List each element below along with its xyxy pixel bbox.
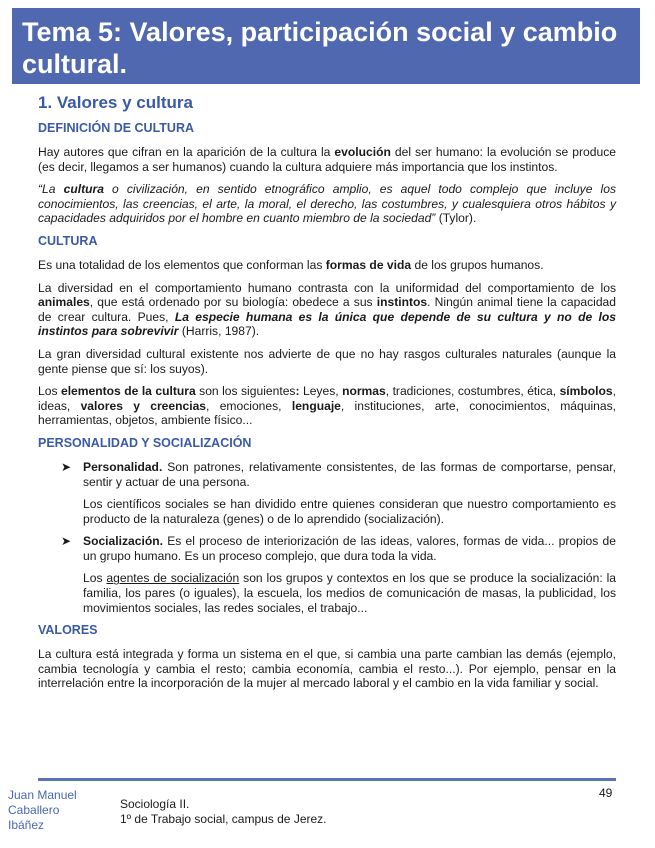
bullet-personalidad: ➤ Personalidad. Son patrones, relativamente consistentes, de las formas de comportarse, pensar, sentir y actuar de una persona. Los científicos sociales se han dividido entre quienes consideran que nuestro comportamiento es producto de la naturaleza (genes) o de lo aprendido (socialización).	[61, 459, 616, 526]
socializacion-extra: Los agentes de socialización son los grupos y contextos en los que se produce la socialización: la familia, los pares (o iguales), la escuela, los medios de comunicación de masas, la publicidad, los movimientos sociales, las redes sociales, el trabajo...	[83, 571, 617, 615]
main-content	[38, 93, 616, 699]
page-number: 49	[599, 786, 613, 800]
bullet-socializacion: ➤ Socialización. Es el proceso de interiorización de las ideas, valores, formas de vida... propios de un grupo humano. Es un proceso complejo, que dura toda la vida. Los agentes de socialización son los grupos y contextos en los que se produce la socialización: la familia, los pares (o iguales), la escuela, los medios de comunicación de masas, la publicidad, los movimientos sociales, las redes sociales, el trabajo...	[61, 534, 617, 615]
footer-divider	[38, 778, 616, 781]
footer-course: Sociología II. 1º de Trabajo social, campus de Jerez.	[120, 797, 327, 826]
heading-cultura: CULTURA	[38, 233, 98, 248]
heading-personalidad: PERSONALIDAD Y SOCIALIZACIÓN	[38, 435, 252, 450]
tylor-quote: “La cultura o civilización, en sentido etnográfico amplio, es aquel todo complejo que incluye los conocimientos, las creencias, el arte, la moral, el derecho, las costumbres, y cualesquiera otros hábitos y capacidades adquiridos por el hombre en cuanto miembro de la sociedad” (Tylor).	[38, 182, 617, 226]
title-banner	[12, 8, 640, 84]
cultura-paragraph-4: Los elementos de la cultura son los siguientes: Leyes, normas, tradiciones, costumbres, ética, símbolos, ideas, valores y creencias, emociones, lenguaje, instituciones, arte, conocimientos, máquinas, herramientas, objetos, ambiente físico...	[38, 384, 617, 428]
bullet-list	[38, 460, 616, 615]
arrow-bullet-icon: ➤	[61, 459, 72, 474]
arrow-bullet-icon: ➤	[61, 534, 72, 549]
heading-valores: VALORES	[38, 623, 98, 638]
heading-definicion: DEFINICIÓN DE CULTURA	[38, 121, 195, 135]
cultura-paragraph-1: Es una totalidad de los elementos que conforman las formas de vida de los grupos humanos.	[38, 257, 544, 272]
cultura-paragraph-2: La diversidad en el comportamiento humano contrasta con la uniformidad del comportamiento de los animales, que está ordenado por su biología: obedece a sus instintos. Ningún animal tiene la capacidad de crear cultura. Pues, La especie humana es la única que depende de su cultura y no de los instintos para sobrevivir (Harris, 1987).	[38, 280, 616, 339]
definicion-paragraph: Hay autores que cifran en la aparición de la cultura la evolución del ser humano: la evolución se produce (es decir, llegamos a ser humanos) cuando la cultura adquiere más importancia que los instintos.	[38, 145, 617, 174]
section-title: 1. Valores y cultura	[38, 93, 193, 112]
footer-author: Juan Manuel Caballero Ibáñez	[8, 788, 77, 832]
personalidad-extra: Los científicos sociales se han dividido entre quienes consideran que nuestro comportamiento es producto de la naturaleza (genes) o de lo aprendido (socialización).	[83, 497, 616, 526]
cultura-paragraph-3: La gran diversidad cultural existente nos advierte de que no hay rasgos culturales naturales (aunque la gente piense que sí: los suyos).	[38, 346, 616, 376]
valores-paragraph: La cultura está integrada y forma un sistema en el que, si cambia una parte cambian las demás (ejemplo, cambia tecnología y cambia el resto; cambia economía, cambia el resto...). Por ejemplo, pensar en la interrelación entre la incorporación de la mujer al mercado laboral y el cambio en la vida familiar y social.	[38, 647, 616, 691]
page-title: Tema 5: Valores, participación social y cambio cultural.	[22, 17, 618, 79]
